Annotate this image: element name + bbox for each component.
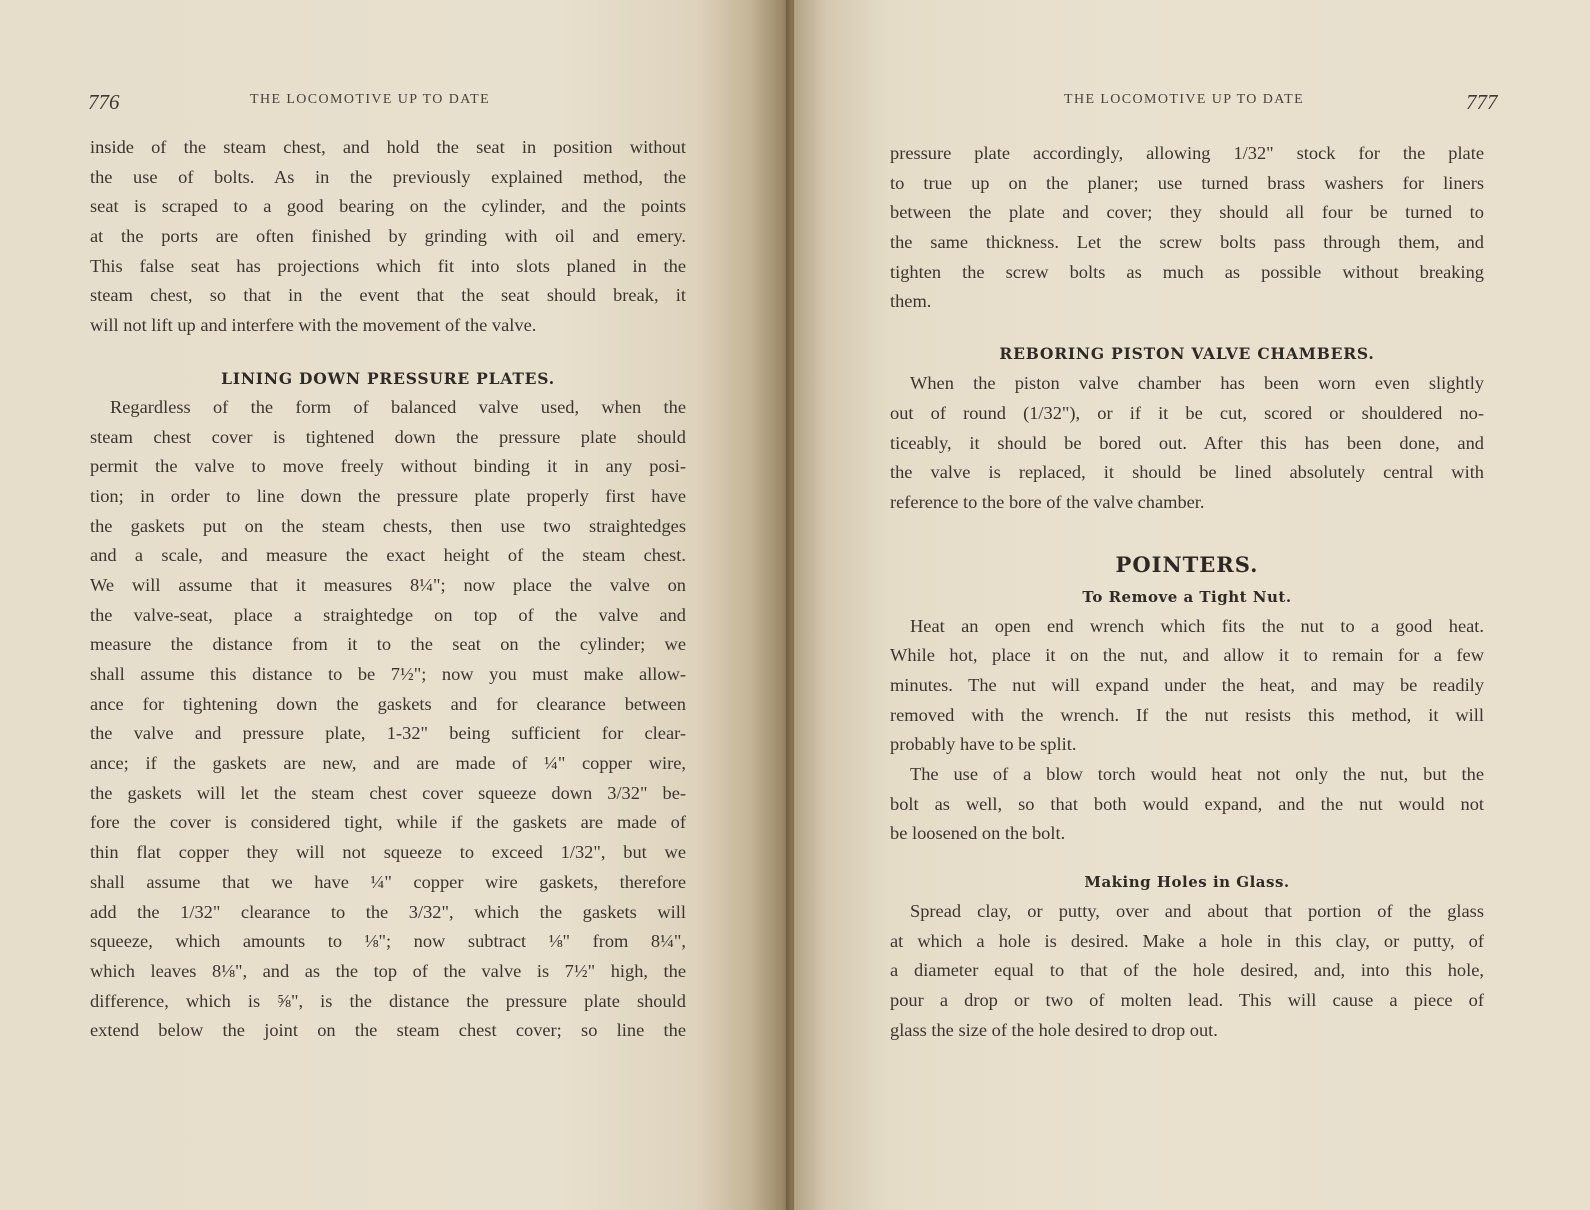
- text-line: This false seat has projections which fit into slots planed in the: [90, 255, 686, 276]
- section-heading: REBORING PISTON VALVE CHAMBERS.: [999, 344, 1375, 364]
- text-line: Spread clay, or putty, over and about that portion of the glass: [910, 901, 1484, 922]
- text-line: will not lift up and interfere with the movement of the valve.: [90, 315, 537, 336]
- text-line: difference, which is ⅝", is the distance the pressure plate should: [90, 990, 686, 1011]
- text-line: ticeably, it should be bored out. After this has been done, and: [890, 432, 1484, 453]
- pointers-title: POINTERS.: [1115, 551, 1259, 577]
- text-line: the use of bolts. As in the previously explained method, the: [90, 166, 686, 187]
- right-text-column: [890, 139, 1484, 1046]
- text-line: out of round (1/32"), or if it be cut, scored or shouldered no-: [890, 402, 1484, 423]
- text-line: reference to the bore of the valve chamber.: [890, 491, 1205, 512]
- text-line: ance for tightening down the gaskets and for clearance between: [90, 693, 686, 714]
- text-line: While hot, place it on the nut, and allow it to remain for a few: [890, 645, 1484, 666]
- text-line: be loosened on the bolt.: [890, 823, 1066, 844]
- text-line: probably have to be split.: [890, 734, 1077, 755]
- right-page: [794, 0, 1590, 1210]
- text-line: at the ports are often finished by grinding with oil and emery.: [90, 226, 686, 247]
- text-line: removed with the wrench. If the nut resists this method, it will: [890, 704, 1484, 725]
- paragraph: [890, 612, 1484, 760]
- paragraph: [890, 139, 1484, 317]
- text-line: steam chest cover is tightened down the pressure plate should: [90, 426, 686, 447]
- text-line: between the plate and cover; they should all four be turned to: [890, 202, 1484, 223]
- text-line: at which a hole is desired. Make a hole in this clay, or putty, of: [890, 930, 1484, 951]
- text-line: The use of a blow torch would heat not only the nut, but the: [910, 764, 1484, 784]
- text-line: the same thickness. Let the screw bolts pass through them, and: [890, 232, 1484, 253]
- text-line: bolt as well, so that both would expand, and the nut would not: [890, 793, 1484, 814]
- text-line: add the 1/32" clearance to the 3/32", which the gaskets will: [90, 901, 686, 922]
- text-line: Regardless of the form of balanced valve used, when the: [110, 396, 686, 417]
- text-line: inside of the steam chest, and hold the seat in position without: [90, 137, 686, 157]
- text-line: fore the cover is considered tight, while if the gaskets are made of: [90, 812, 686, 833]
- text-line: steam chest, so that in the event that the seat should break, it: [90, 285, 686, 306]
- text-line: thin flat copper they will not squeeze to exceed 1/32", but we: [90, 842, 686, 863]
- page-number: 777: [1466, 90, 1498, 114]
- text-line: and a scale, and measure the exact height of the steam chest.: [90, 545, 686, 566]
- text-line: extend below the joint on the steam chest cover; so line the: [90, 1020, 686, 1041]
- text-line: ance; if the gaskets are new, and are made of ¼" copper wire,: [90, 753, 686, 774]
- text-line: shall assume this distance to be 7½"; now you must make allow-: [90, 664, 686, 684]
- text-line: pour a drop or two of molten lead. This will cause a piece of: [890, 990, 1484, 1011]
- text-line: the valve is replaced, it should be lined absolutely central with: [890, 462, 1484, 483]
- text-line: seat is scraped to a good bearing on the cylinder, and the points: [90, 196, 686, 217]
- left-text-column: [90, 133, 686, 1046]
- text-line: squeeze, which amounts to ⅛"; now subtract ⅛" from 8¼",: [90, 931, 686, 952]
- paragraph: [890, 897, 1484, 1045]
- paragraph: [890, 760, 1484, 849]
- text-line: minutes. The nut will expand under the heat, and may be readily: [890, 674, 1484, 695]
- text-line: the gaskets will let the steam chest cover squeeze down 3/32" be-: [90, 782, 686, 803]
- text-line: tighten the screw bolts as much as possible without breaking: [890, 261, 1484, 282]
- text-line: When the piston valve chamber has been worn even slightly: [910, 373, 1484, 394]
- text-line: to true up on the planer; use turned brass washers for liners: [890, 172, 1484, 193]
- text-line: tion; in order to line down the pressure plate properly first have: [90, 485, 686, 506]
- text-line: Heat an open end wrench which fits the nut to a good heat.: [910, 615, 1484, 636]
- text-line: shall assume that we have ¼" copper wire gaskets, therefore: [90, 871, 686, 892]
- subheading: To Remove a Tight Nut.: [1082, 587, 1292, 606]
- text-line: the valve and pressure plate, 1-32" being sufficient for clear-: [90, 723, 686, 744]
- text-line: them.: [890, 291, 932, 312]
- subheading: Making Holes in Glass.: [1084, 873, 1290, 892]
- text-line: pressure plate accordingly, allowing 1/32" stock for the plate: [890, 143, 1484, 163]
- text-line: the valve-seat, place a straightedge on top of the valve and: [90, 604, 686, 625]
- paragraph: [890, 369, 1484, 517]
- text-line: permit the valve to move freely without binding it in any posi-: [90, 456, 686, 477]
- text-line: measure the distance from it to the seat on the cylinder; we: [90, 634, 686, 655]
- text-line: the gaskets put on the steam chests, then use two straightedges: [90, 515, 686, 536]
- running-header: THE LOCOMOTIVE UP TO DATE: [1064, 92, 1305, 107]
- text-line: glass the size of the hole desired to drop out.: [890, 1019, 1218, 1040]
- left-page: [0, 0, 790, 1210]
- paragraph: [90, 133, 686, 341]
- section-heading: LINING DOWN PRESSURE PLATES.: [221, 368, 555, 388]
- text-line: a diameter equal to that of the hole desired, and, into this hole,: [890, 960, 1484, 981]
- paragraph: [90, 393, 686, 1046]
- page-number: 776: [88, 90, 120, 114]
- text-line: We will assume that it measures 8¼"; now place the valve on: [90, 574, 686, 595]
- text-line: which leaves 8⅛", and as the top of the valve is 7½" high, the: [90, 960, 686, 981]
- running-header: THE LOCOMOTIVE UP TO DATE: [250, 92, 491, 107]
